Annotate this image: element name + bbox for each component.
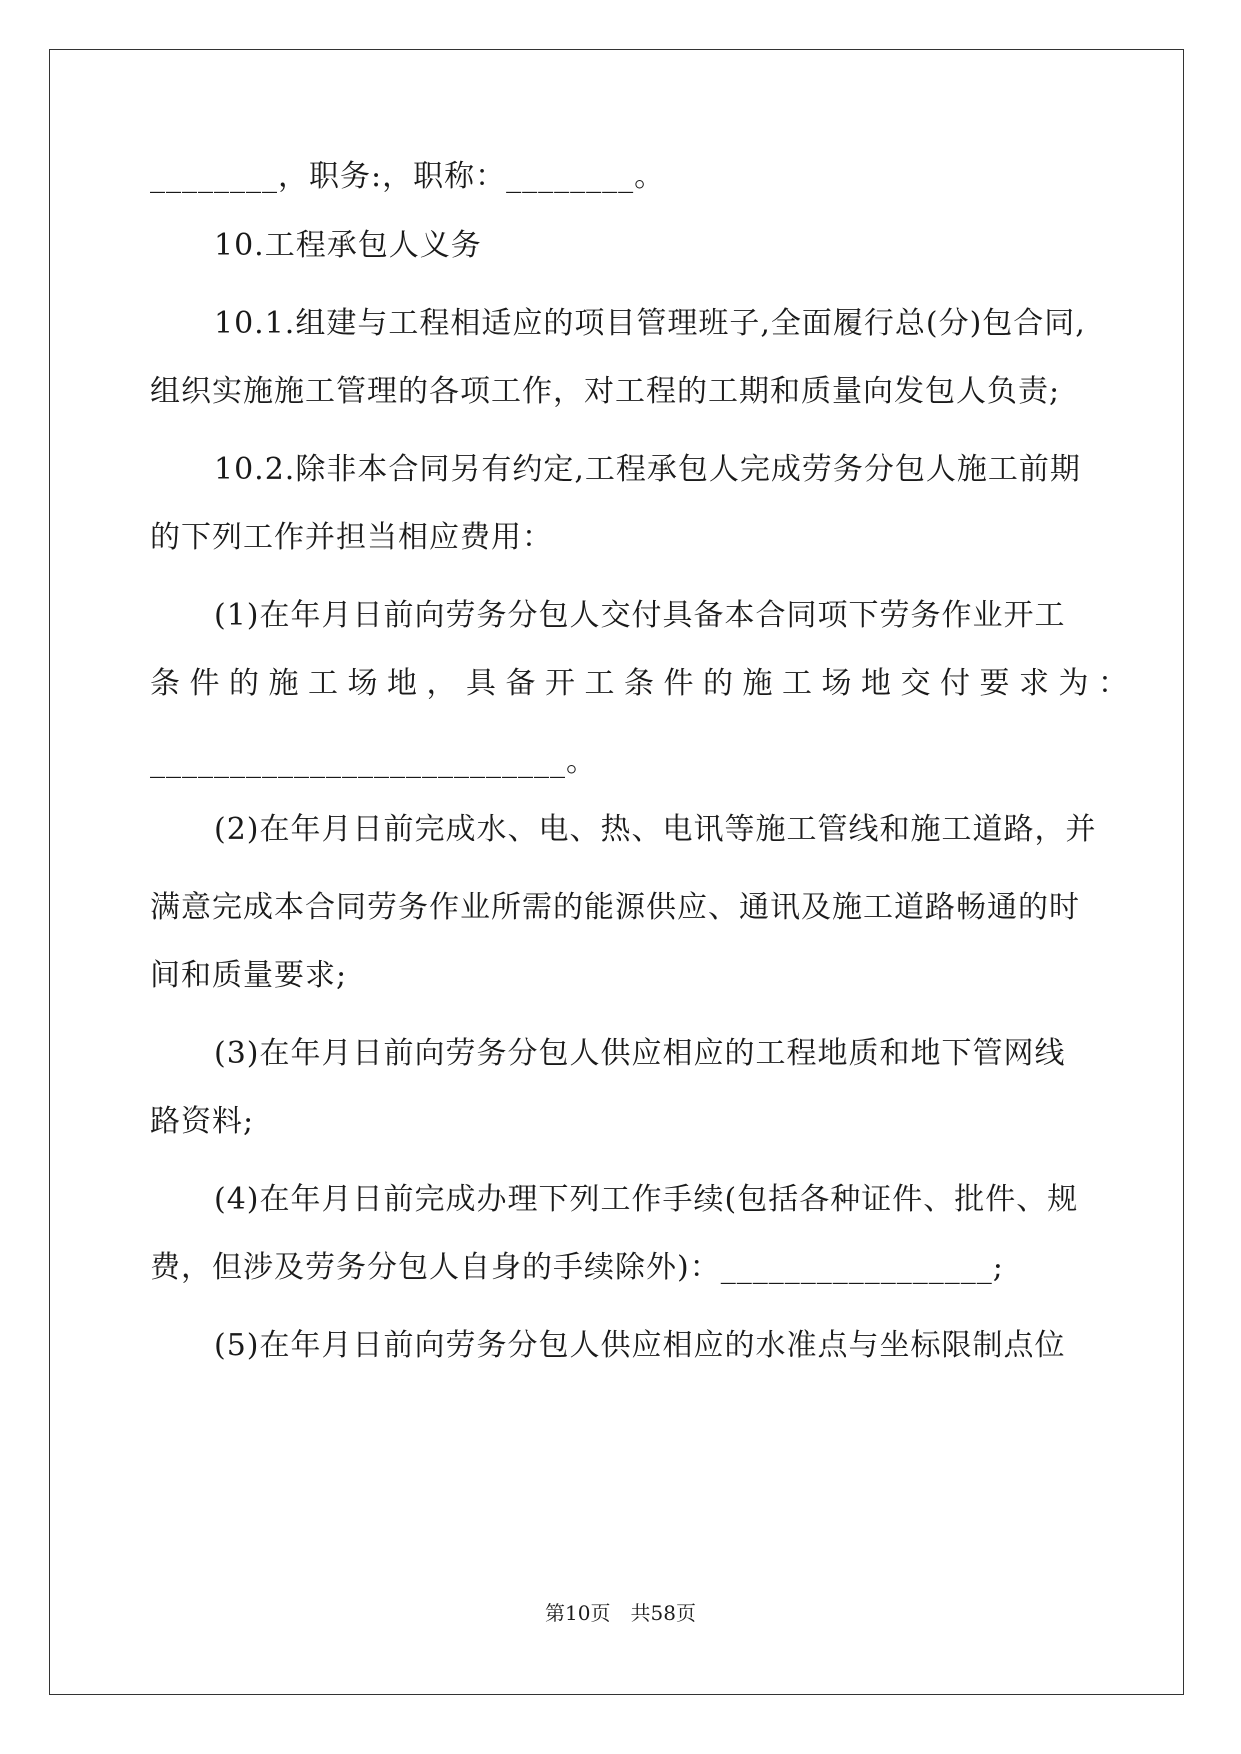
text-line: 组织实施施工管理的各项工作，对工程的工期和质量向发包人负责; — [150, 374, 1061, 409]
text-line: (1)在年月日前向劳务分包人交付具备本合同项下劳务作业开工 — [214, 598, 1066, 633]
text-line: 10.1.组建与工程相适应的项目管理班子,全面履行总(分)包合同, — [214, 306, 1086, 341]
text-line: 路资料; — [150, 1104, 255, 1139]
page-border — [49, 49, 1184, 1695]
text-line: 10.2.除非本合同另有约定,工程承包人完成劳务分包人施工前期 — [214, 452, 1081, 487]
text-line: 费，但涉及劳务分包人自身的手续除外)：_________________; — [150, 1250, 1004, 1285]
text-line: (4)在年月日前完成办理下列工作手续(包括各种证件、批件、规 — [214, 1182, 1079, 1217]
text-line: 的下列工作并担当相应费用： — [150, 520, 553, 555]
text-line: 条件的施工场地，具备开工条件的施工场地交付要求为： — [150, 666, 1138, 701]
text-line: (5)在年月日前向劳务分包人供应相应的水准点与坐标限制点位 — [214, 1328, 1066, 1363]
text-line: 间和质量要求; — [150, 958, 348, 993]
text-line: (3)在年月日前向劳务分包人供应相应的工程地质和地下管网线 — [214, 1036, 1066, 1071]
page-number: 第10页 共58页 — [545, 1601, 696, 1625]
text-line: (2)在年月日前完成水、电、热、电讯等施工管线和施工道路，并 — [214, 812, 1097, 847]
text-line: 满意完成本合同劳务作业所需的能源供应、通讯及施工道路畅通的时 — [150, 890, 1080, 925]
section-heading: 10.工程承包人义务 — [214, 228, 482, 263]
text-line: ________，职务:，职称：________。 — [150, 159, 666, 194]
text-line: __________________________。 — [150, 744, 597, 779]
